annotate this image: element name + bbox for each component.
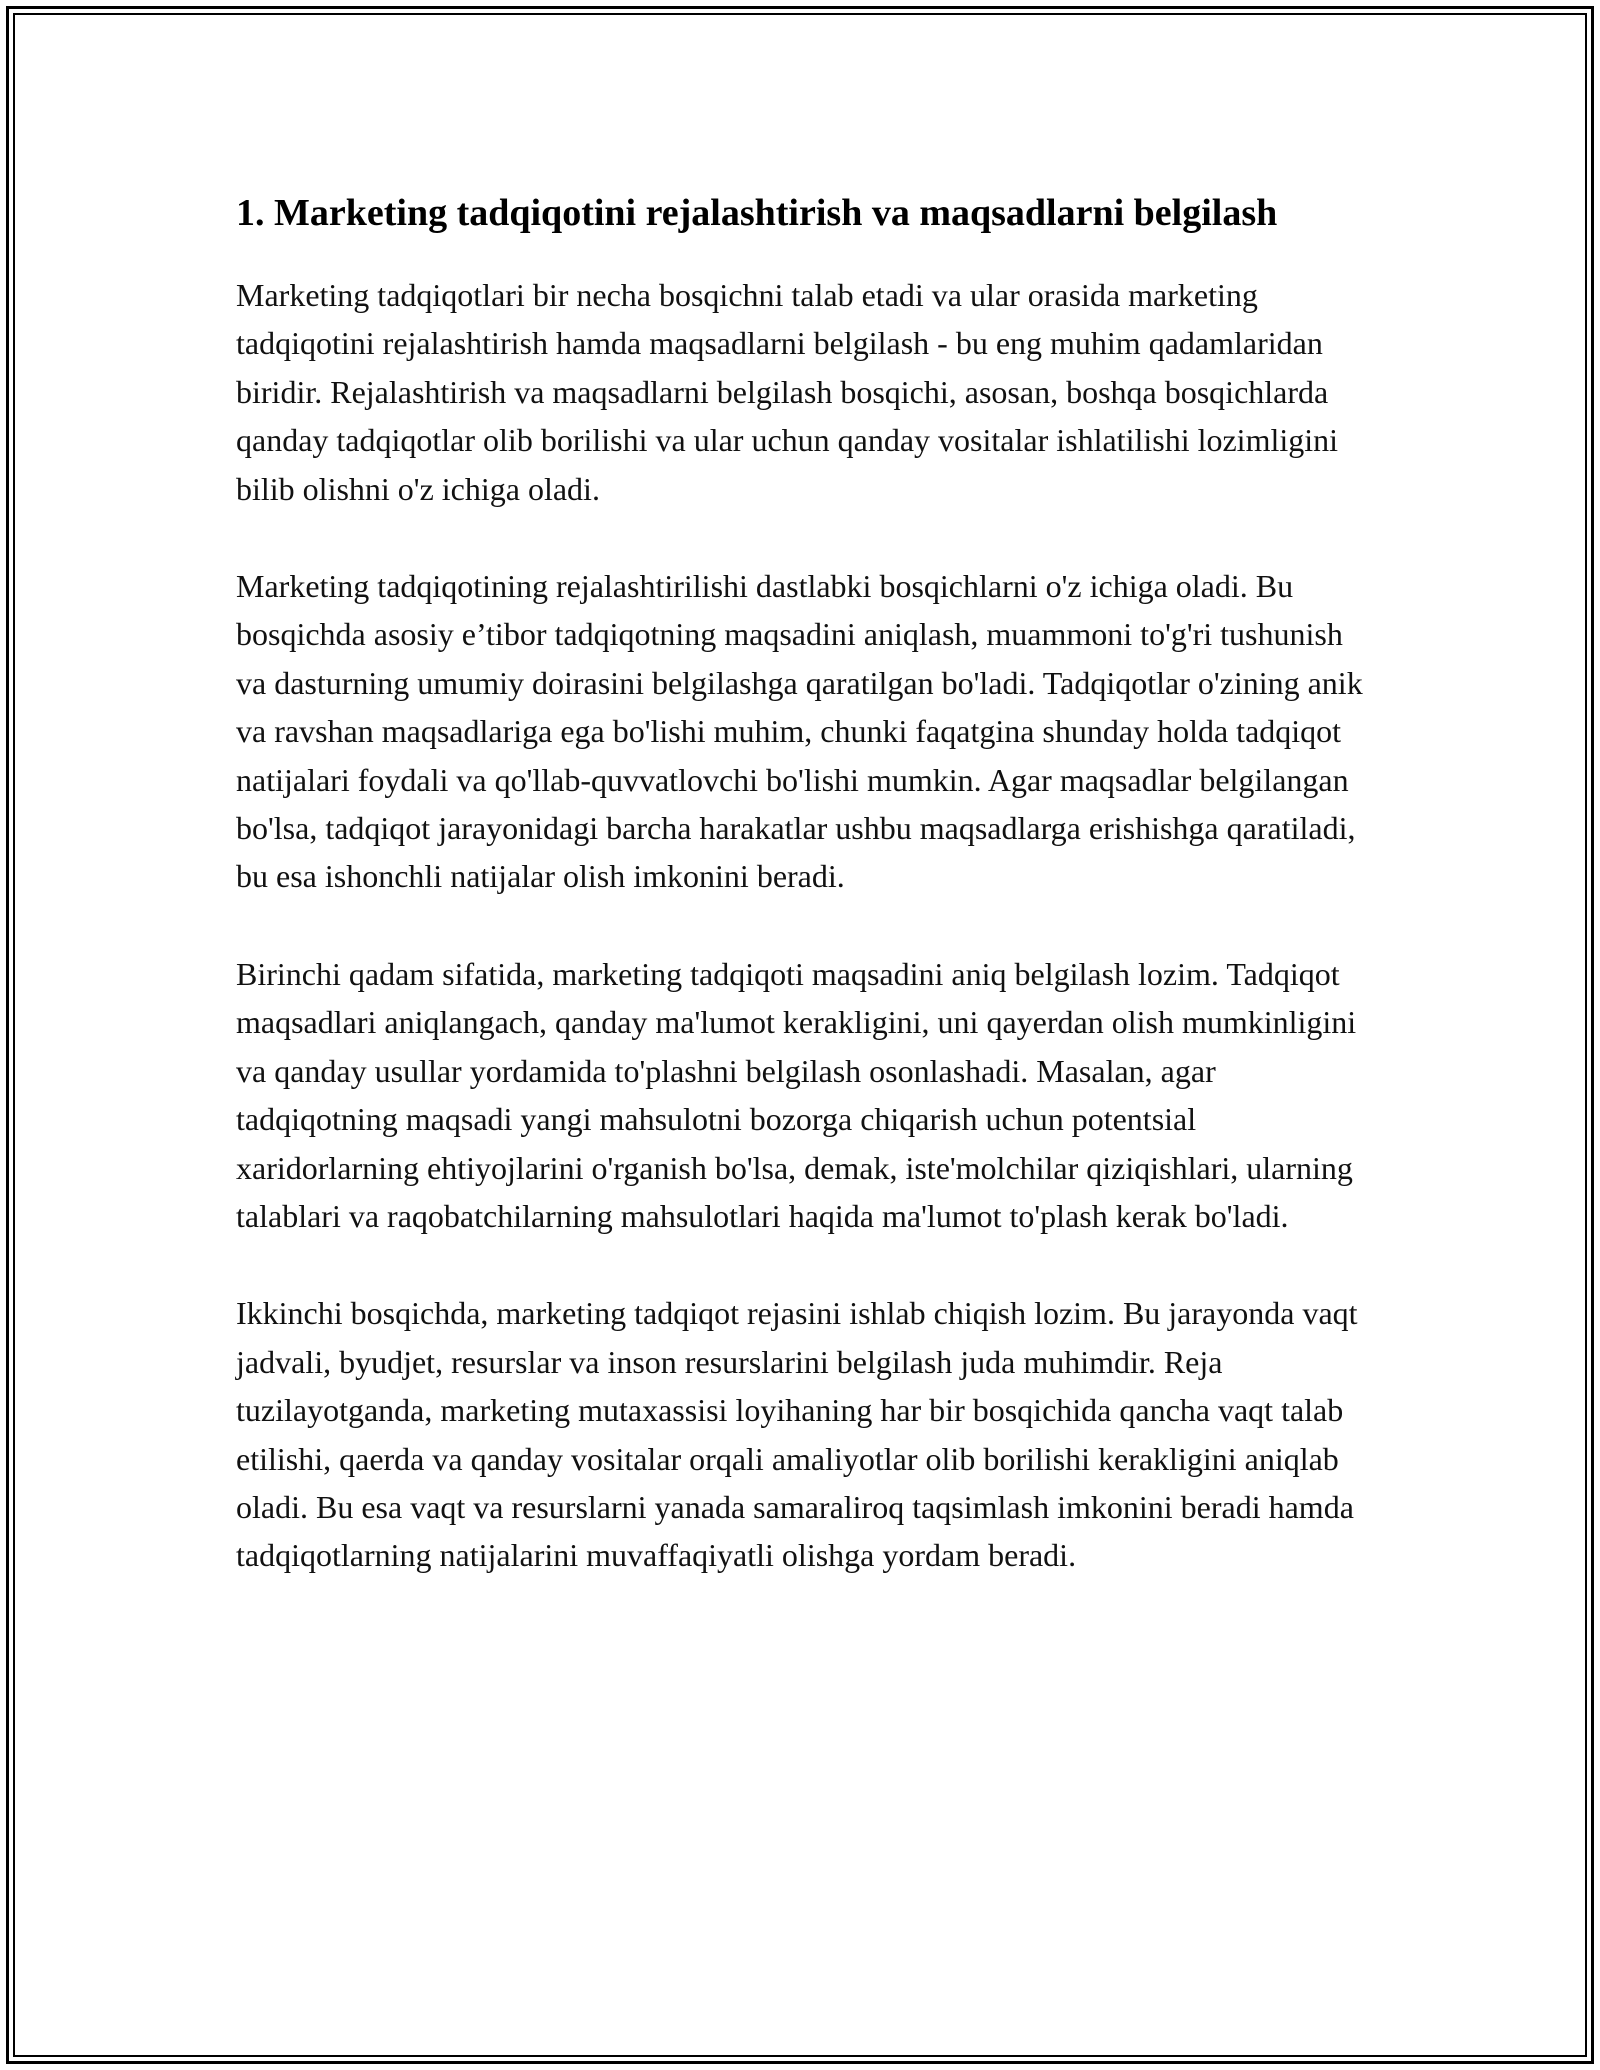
- document-title: 1. Marketing tadqiqotini rejalashtirish va maqsadlarni belgilash: [236, 192, 1278, 234]
- paragraph-1: Marketing tadqiqotlari bir necha bosqichni talab etadi va ular orasida marketing tadqiqotini rejalashtirish hamda maqsadlarni belgilash - bu eng muhim qadamlaridan biridir. Rejalashtirish va maqsadlarni belgilash bosqichi, asosan, boshqa bosqichlarda qanday tadqiqotlar olib borilishi va ular uchun qanday vositalar ishlatilishi lozimligini bilib olishni o'z ichiga oladi.: [236, 277, 1339, 507]
- paragraph-3: Birinchi qadam sifatida, marketing tadqiqoti maqsadini aniq belgilash lozim. Tadqiqot maqsadlari aniqlangach, qanday ma'lumot kerakligini, uni qayerdan olish mumkinligini va qanday usullar yordamida to'plashni belgilash osonlashadi. Masalan, agar tadqiqotning maqsadi yangi mahsulotni bozorga chiqarish uchun potentsial xaridorlarning ehtiyojlarini o'rganish bo'lsa, demak, iste'molchilar qiziqishlari, ularning talablari va raqobatchilarning mahsulotlari haqida ma'lumot to'plash kerak bo'ladi.: [236, 955, 1357, 1234]
- paragraph-2: Marketing tadqiqotining rejalashtirilishi dastlabki bosqichlarni o'z ichiga oladi. Bu bosqichda asosiy e’tibor tadqiqotning maqsadini aniqlash, muammoni to'g'ri tushunish va dasturning umumiy doirasini belgilashga qaratilgan bo'ladi. Tadqiqotlar o'zining anik va ravshan maqsadlariga ega bo'lishi muhim, chunki faqatgina shunday holda tadqiqot natijalari foydali va qo'llab-quvvatlovchi bo'lishi mumkin. Agar maqsadlar belgilangan bo'lsa, tadqiqot jarayonidagi barcha harakatlar ushbu maqsadlarga erishishga qaratiladi, bu esa ishonchli natijalar olish imkonini beradi.: [236, 568, 1363, 895]
- paragraph-4: Ikkinchi bosqichda, marketing tadqiqot rejasini ishlab chiqish lozim. Bu jarayonda vaqt jadvali, byudjet, resurslar va inson resurslarini belgilash juda muhimdir. Reja tuzilayotganda, marketing mutaxassisi loyihaning har bir bosqichida qancha vaqt talab etilishi, qaerda va qanday vositalar orqali amaliyotlar olib borilishi kerakligini aniqlab oladi. Bu esa vaqt va resurslarni yanada samaraliroq taqsimlash imkonini beradi hamda tadqiqotlarning natijalarini muvaffaqiyatli olishga yordam beradi.: [236, 1295, 1358, 1574]
- document-body: [236, 186, 1376, 1580]
